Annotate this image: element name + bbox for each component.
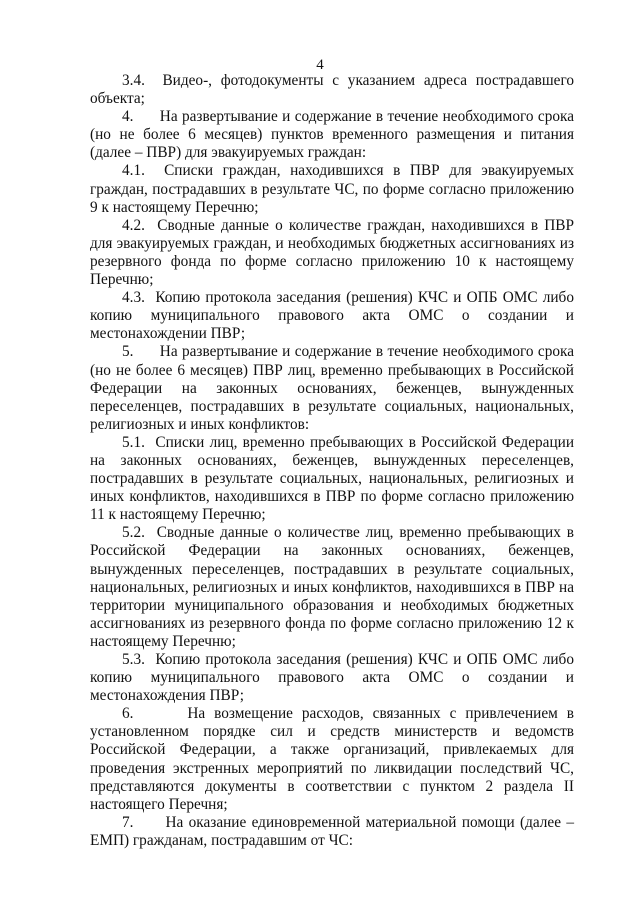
- paragraph-6: 6. На возмещение расходов, связанных с привлечением в установленном порядке сил и средств министерств и ведомств Российской Федерации, а также организаций, привлекаемых для проведения экстренных мероприятий по ликвидации последствий ЧС, представляются документы в соответствии с пунктом 2 раздела II настоящего Перечня;: [90, 705, 574, 813]
- paragraph-4: 4. На развертывание и содержание в течение необходимого срока (но не более 6 месяцев) пунктов временного размещения и питания (далее – ПВР) для эвакуируемых граждан:: [90, 108, 574, 162]
- paragraph-4-2: 4.2. Сводные данные о количестве граждан, находившихся в ПВР для эвакуируемых граждан, и необходимых бюджетных ассигнованиях из резервного фонда по форме согласно приложению 10 к настоящему Перечню;: [90, 216, 574, 289]
- page-number: 4: [316, 57, 324, 73]
- paragraph-4-3: 4.3. Копию протокола заседания (решения) КЧС и ОПБ ОМС либо копию муниципального правового акта ОМС о создании и местонахождении ПВР;: [90, 289, 574, 343]
- paragraph-7: 7. На оказание единовременной материальной помощи (далее – ЕМП) гражданам, пострадавшим от ЧС:: [90, 813, 574, 849]
- paragraph-5-3: 5.3. Копию протокола заседания (решения) КЧС и ОПБ ОМС либо копию муниципального правового акта ОМС о создании и местонахождения ПВР;: [90, 651, 574, 705]
- paragraph-5: 5. На развертывание и содержание в течение необходимого срока (но не более 6 месяцев) ПВР лиц, временно пребывающих в Российской Федерации на законных основаниях, беженцев, вынужденных переселенцев, пострадавших в результате социальных, национальных, религиозных и иных конфликтов:: [90, 343, 574, 433]
- paragraph-5-2: 5.2. Сводные данные о количестве лиц, временно пребывающих в Российской Федерации на законных основаниях, беженцев, вынужденных переселенцев, пострадавших в результате социальных, национальных, религиозных и иных конфликтов, находившихся в ПВР на территории муниципального образования и необходимых бюджетных ассигнованиях из резервного фонда по форме согласно приложению 12 к настоящему Перечню;: [90, 524, 574, 650]
- paragraph-4-1: 4.1. Списки граждан, находившихся в ПВР для эвакуируемых граждан, пострадавших в результате ЧС, по форме согласно приложению 9 к настоящему Перечню;: [90, 162, 574, 216]
- paragraph-5-1: 5.1. Списки лиц, временно пребывающих в Российской Федерации на законных основаниях, беженцев, вынужденных переселенцев, пострадавших в результате социальных, национальных, религиозных и иных конфликтов, находившихся в ПВР по форме согласно приложению 11 к настоящему Перечню;: [90, 433, 574, 524]
- paragraph-3-4: 3.4. Видео-, фотодокументы с указанием адреса пострадавшего объекта;: [90, 72, 574, 108]
- document-body: [90, 72, 574, 850]
